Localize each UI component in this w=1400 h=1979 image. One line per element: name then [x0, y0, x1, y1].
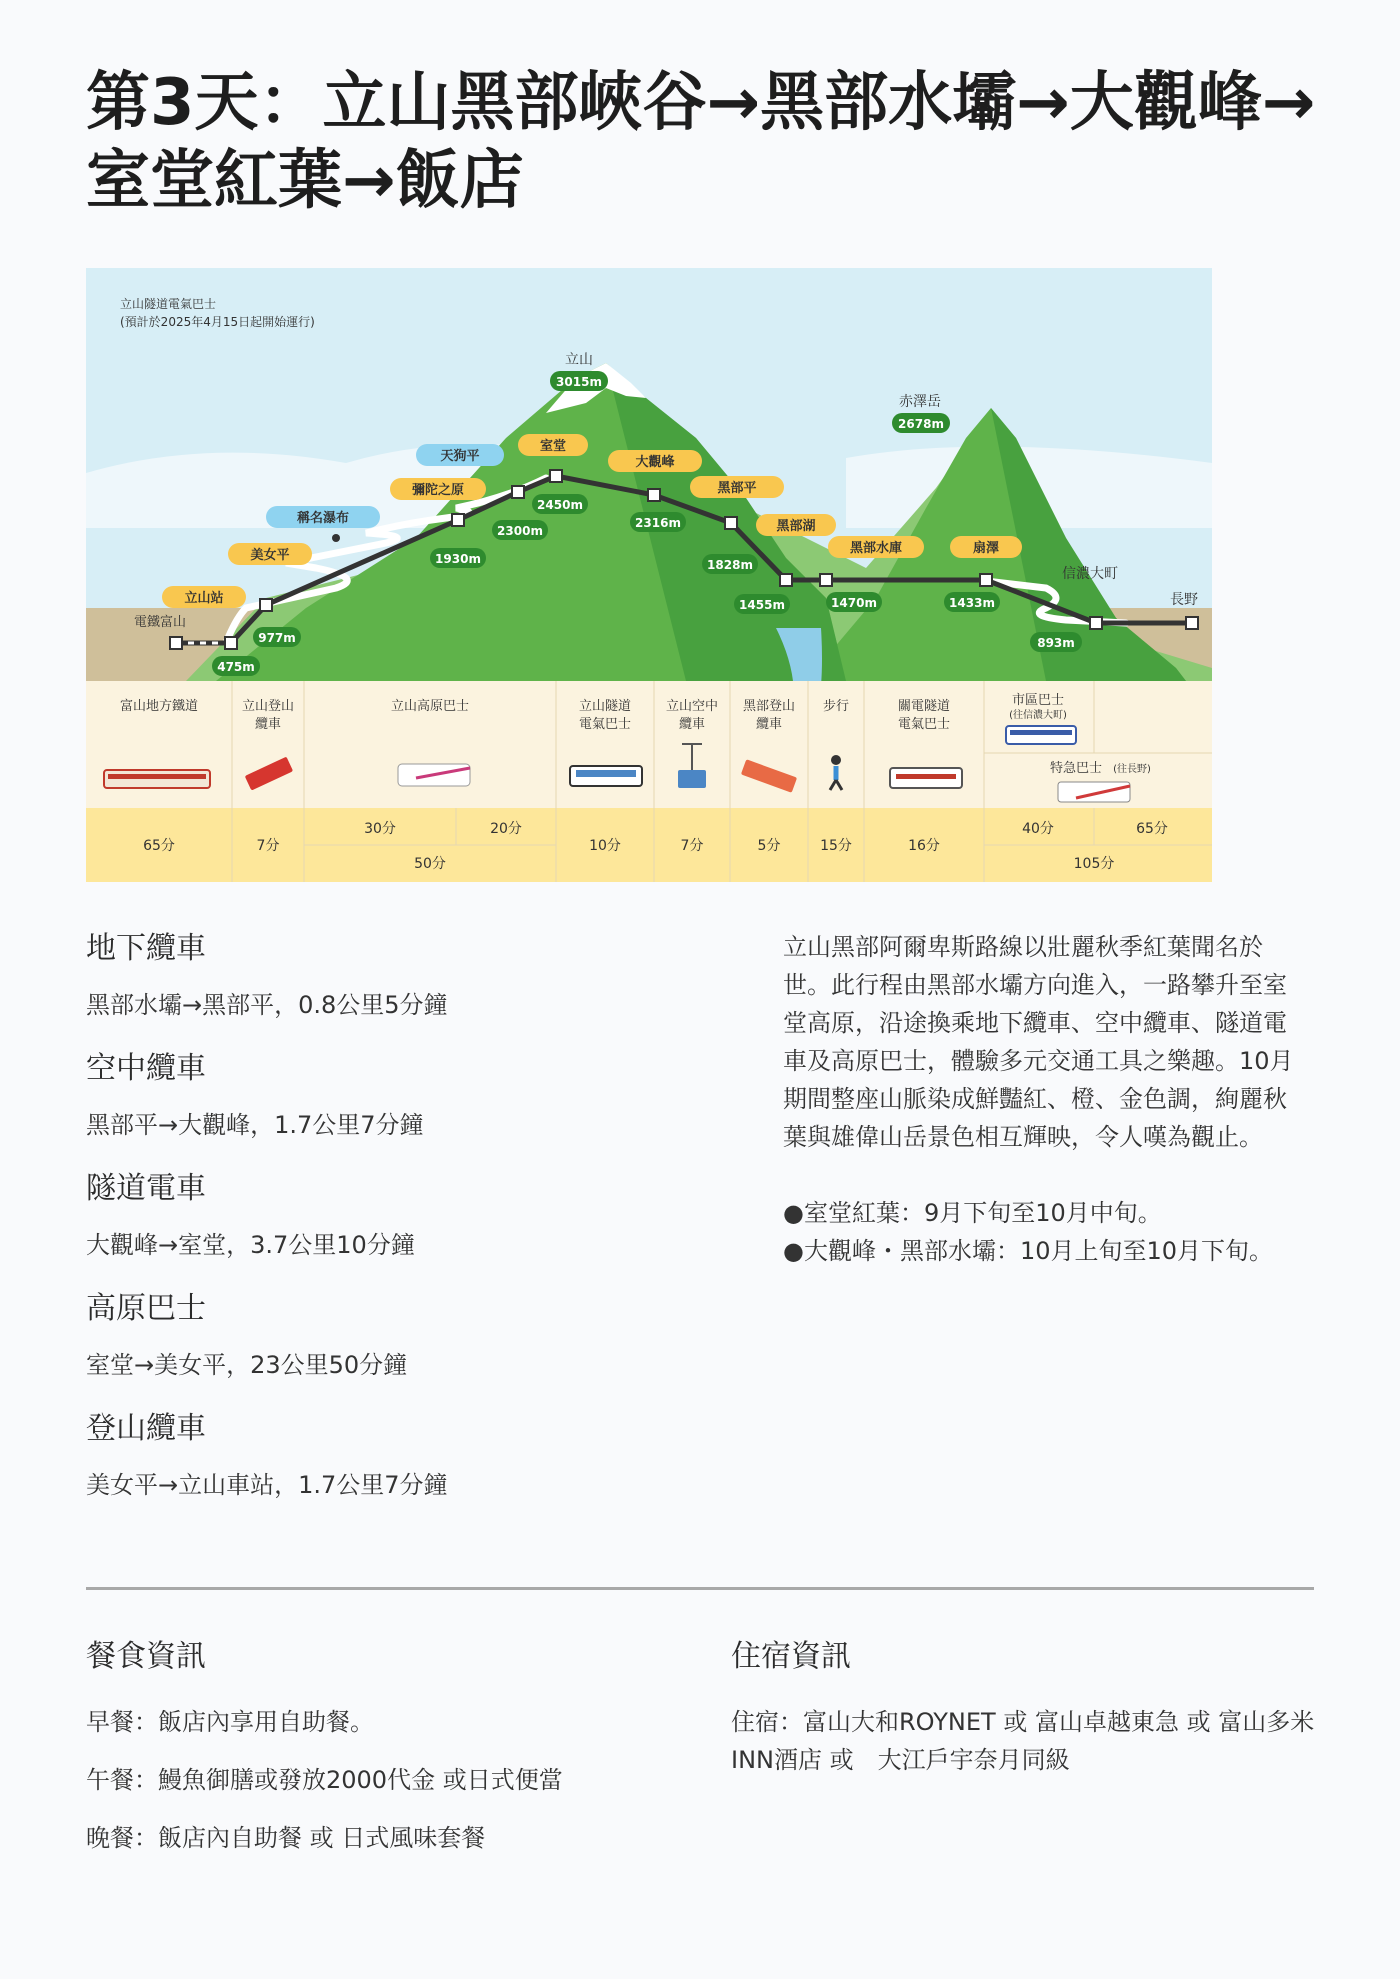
time-5: 5分 [757, 838, 781, 854]
intro-paragraph [783, 928, 1313, 1156]
electric-bus-icon [570, 766, 642, 786]
transport-name-4-b: 纜車 [678, 717, 706, 732]
meal-breakfast: 早餐：飯店內享用自助餐。 [86, 1708, 374, 1736]
elev-ogizawa: 1433m [949, 596, 995, 610]
intro-column [783, 928, 1313, 1270]
transport-name-5-b: 纜車 [755, 717, 783, 732]
elev-kurobe-dam: 1470m [831, 596, 877, 610]
elev-dentetsu-toyama: 475m [217, 660, 255, 674]
transport-name-9: 特急巴士 [1049, 761, 1103, 776]
meal-heading: 餐食資訊 [86, 1639, 206, 1674]
station-dentetsu-toyama: 電鐵富山 [133, 615, 187, 630]
peak-elev-akazawa: 2678m [898, 417, 944, 431]
section-heading: 登山纜車 [86, 1411, 206, 1446]
lodging-line1: 住宿：富山大和ROYNET 或 富山卓越東急 或 富山多米 [731, 1708, 1315, 1736]
transport-name-6: 步行 [822, 699, 850, 714]
station-shinano-omachi: 信濃大町 [1062, 566, 1118, 582]
meal-dinner: 晚餐：飯店內自助餐 或 日式風味套餐 [86, 1824, 486, 1852]
intro-line: 期間整座山脈染成鮮豔紅、橙、金色調，絢麗秋 [783, 1085, 1287, 1113]
transport-sub-8: (往信濃大町) [1009, 710, 1067, 721]
station-murodo: 室堂 [539, 439, 567, 454]
transport-name-1-b: 纜車 [254, 717, 282, 732]
section-heading: 高原巴士 [86, 1291, 206, 1326]
route-map [86, 268, 1212, 882]
map-note-line1: 立山隧道電氣巴士 [120, 297, 217, 311]
transport-name-4-a: 立山空中 [665, 699, 719, 714]
transport-name-5-a: 黑部登山 [742, 699, 796, 714]
station-bijodaira: 美女平 [250, 548, 290, 563]
station-kurobe-dam: 黑部水庫 [849, 541, 903, 556]
time-6: 15分 [820, 838, 852, 854]
transport-sections [86, 925, 726, 1525]
transport-name-3-a: 立山隧道 [578, 699, 632, 714]
transport-name-8: 市區巴士 [1011, 693, 1065, 708]
intro-line: 立山黑部阿爾卑斯路線以壯麗秋季紅葉聞名於 [783, 933, 1263, 961]
page-title-line2: 室堂紅葉→飯店 [86, 144, 524, 218]
time-0: 65分 [143, 838, 175, 854]
section-text: 美女平→立山車站，1.7公里7分鐘 [86, 1471, 448, 1499]
intro-line: 葉與雄偉山岳景色相互輝映，令人嘆為觀止。 [783, 1123, 1263, 1151]
section-text: 室堂→美女平，23公里50分鐘 [86, 1351, 408, 1379]
meal-info [86, 1635, 686, 1877]
time-8: 40分 [1022, 821, 1054, 837]
intro-line: 世。此行程由黑部水壩方向進入，一路攀升至室 [783, 971, 1287, 999]
section-heading: 空中纜車 [86, 1051, 206, 1086]
lodging-line2: INN酒店 或 大江戶宇奈月同級 [731, 1746, 1070, 1774]
time-7: 16分 [908, 838, 940, 854]
time-2-a: 30分 [364, 821, 396, 837]
shomyo-falls-marker [332, 534, 340, 542]
elev-kurobedaira: 1828m [707, 558, 753, 572]
transport-name-1-a: 立山登山 [241, 699, 295, 714]
section-heading: 地下纜車 [86, 931, 206, 966]
time-2-b: 20分 [490, 821, 522, 837]
section-ropeway [86, 1045, 726, 1143]
station-kurobeko: 黑部湖 [776, 519, 816, 534]
peak-name-akazawa: 赤澤岳 [899, 394, 941, 410]
transport-name-3-b: 電氣巴士 [578, 717, 632, 732]
map-note-line2: (預計於2025年4月15日起開始運行) [120, 315, 315, 329]
peak-elev-tateyama: 3015m [556, 375, 602, 389]
station-tateyama: 立山站 [184, 591, 224, 606]
section-heading: 隧道電車 [86, 1171, 206, 1206]
elev-bijodaira: 1930m [435, 552, 481, 566]
bus-icon [398, 764, 470, 786]
section-text: 黑部水壩→黑部平，0.8公里5分鐘 [86, 991, 448, 1019]
elev-tateyama: 977m [258, 631, 296, 645]
elev-tengudaira: 2450m [537, 498, 583, 512]
time-1: 7分 [256, 838, 280, 854]
lodging-heading: 住宿資訊 [731, 1639, 851, 1674]
time-9: 65分 [1136, 821, 1168, 837]
section-underground-cable [86, 925, 726, 1023]
bullet-murodo: ●室堂紅葉：9月下旬至10月中旬。 [783, 1199, 1162, 1227]
foliage-bullets [783, 1194, 1313, 1270]
page-title [86, 64, 1326, 220]
intro-line: 車及高原巴士，體驗多元交通工具之樂趣。10月 [783, 1047, 1294, 1075]
divider [86, 1587, 1314, 1590]
transport-name-7-b: 電氣巴士 [897, 717, 951, 732]
tunnel-trolleybus-icon [890, 768, 962, 788]
time-3: 10分 [589, 838, 621, 854]
time-2-total: 50分 [414, 856, 446, 872]
station-ogizawa: 扇澤 [972, 541, 1000, 556]
intro-line: 堂高原，沿途換乘地下纜車、空中纜車、隧道電 [783, 1009, 1287, 1037]
peak-name-tateyama: 立山 [565, 352, 593, 368]
station-nagano: 長野 [1170, 592, 1198, 608]
time-9-total: 105分 [1073, 856, 1115, 872]
time-4: 7分 [680, 838, 704, 854]
section-tunnel-train [86, 1165, 726, 1263]
station-midagahara: 彌陀之原 [411, 483, 465, 498]
elev-midagahara: 2300m [497, 524, 543, 538]
lodging-info [731, 1635, 1331, 1799]
section-text: 大觀峰→室堂，3.7公里10分鐘 [86, 1231, 415, 1259]
elev-kurobeko: 1455m [739, 598, 785, 612]
meal-lunch: 午餐：鰻魚御膳或發放2000代金 或日式便當 [86, 1766, 563, 1794]
section-mountain-cable [86, 1405, 726, 1503]
city-bus-icon [1006, 726, 1076, 744]
transport-name-2: 立山高原巴士 [390, 699, 470, 714]
section-highland-bus [86, 1285, 726, 1383]
elev-daikanbo: 2316m [635, 516, 681, 530]
page-title-line1: 第3天：立山黑部峽谷→黑部水壩→大觀峰→ [86, 66, 1316, 140]
bullet-daikanbo: ●大觀峰・黑部水壩：10月上旬至10月下旬。 [783, 1237, 1274, 1265]
station-daikanbo: 大觀峰 [635, 455, 675, 470]
express-bus-icon [1058, 782, 1130, 802]
transport-sub-9: (往長野) [1113, 764, 1151, 775]
transport-name-0: 富山地方鐵道 [119, 699, 199, 714]
station-tengudaira: 天狗平 [440, 449, 480, 464]
station-shomyo: 稱名瀑布 [296, 511, 350, 526]
elev-shinano-omachi: 893m [1037, 636, 1075, 650]
section-text: 黑部平→大觀峰，1.7公里7分鐘 [86, 1111, 424, 1139]
train-icon [104, 770, 210, 788]
station-kurobedaira: 黑部平 [717, 481, 757, 496]
transport-name-7-a: 關電隧道 [897, 699, 951, 714]
